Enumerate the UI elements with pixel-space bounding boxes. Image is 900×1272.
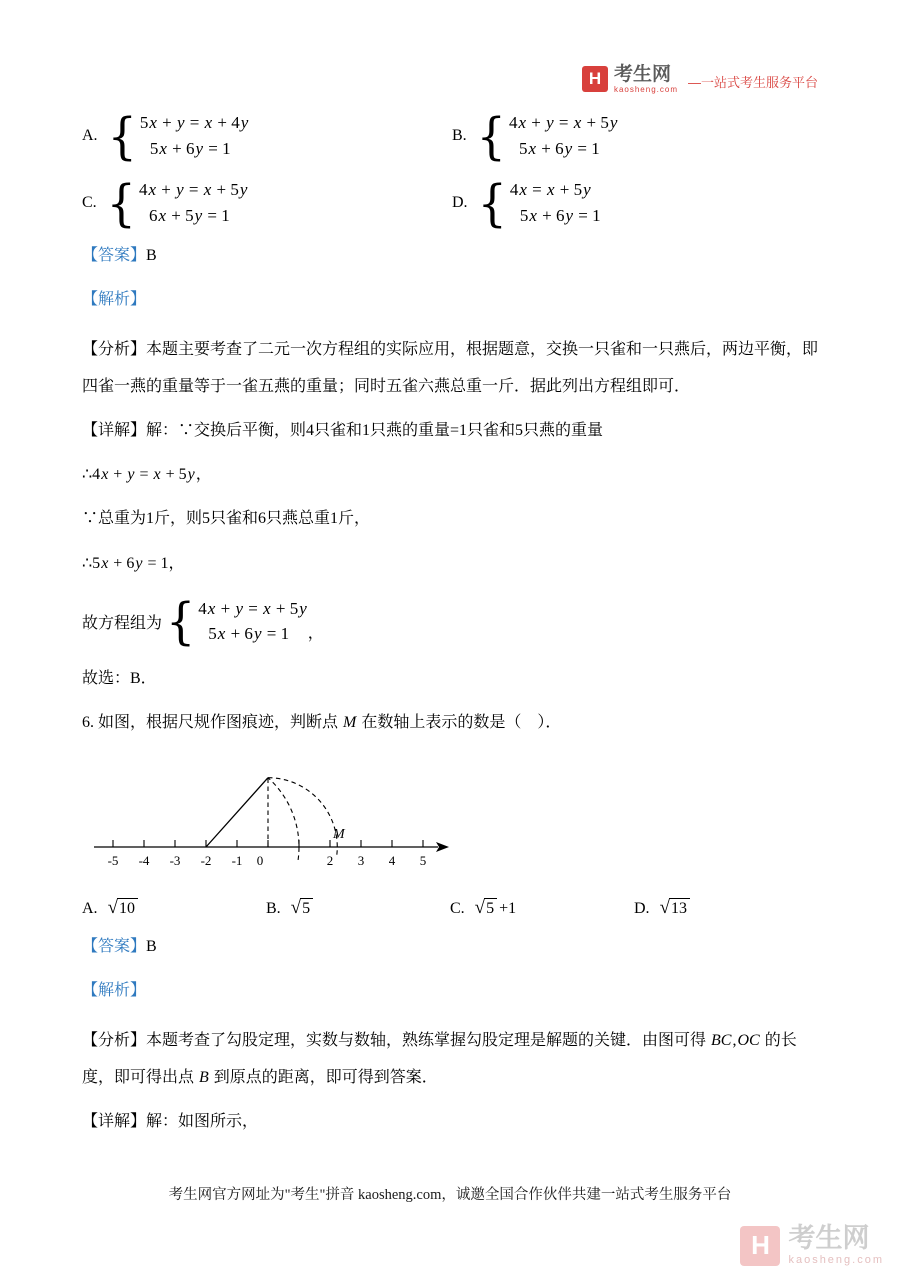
- point-m-label: M: [333, 827, 345, 843]
- tick-label: -2: [200, 853, 212, 869]
- q5-options-row-2: [82, 173, 818, 232]
- option-label: D.: [634, 900, 650, 918]
- tick-label: -5: [107, 853, 119, 869]
- watermark-name: 考生网: [788, 1223, 870, 1253]
- footer-text: 考生网官方网址为"考生"拼音 kaosheng.com，诚邀全国合作伙伴共建一站式考生服务平台: [168, 1187, 732, 1203]
- option-label: B.: [452, 126, 467, 144]
- brace-glyph: {: [476, 106, 506, 165]
- tick-label: 5: [419, 853, 427, 869]
- equation-line: 5x + y = x + 4y: [139, 113, 249, 132]
- radicand: 10: [117, 898, 138, 918]
- radical-expression: [291, 898, 313, 919]
- radicand: 5: [300, 898, 313, 918]
- radical-expression: [108, 898, 138, 919]
- radical-expression: [475, 898, 497, 919]
- equation-line: 5x + 6y = 1: [208, 624, 290, 644]
- equation-line: 4x = x + 5y: [509, 180, 591, 199]
- q5-conclusion: 故选：B．: [82, 669, 157, 687]
- option-label: C.: [450, 900, 465, 918]
- equation-line: 5x + 6y = 1: [519, 205, 601, 225]
- radical-sign: √: [290, 897, 302, 919]
- q5-option-d: [452, 173, 601, 232]
- equation-line: 4x + y = x + 5y: [508, 113, 618, 132]
- q5-detail-4: ∴5x + 6y = 1，: [82, 554, 185, 572]
- q6-jiexi-line: [82, 979, 818, 1002]
- q6-question: 6. 如图，根据尺规作图痕迹，判断点 M 在数轴上表示的数是（ ）．: [82, 713, 562, 731]
- option-label: C.: [82, 193, 97, 211]
- equation-system: [106, 173, 249, 232]
- logo-name: 考生网: [613, 64, 671, 85]
- q6-option-d: [634, 898, 692, 919]
- q6-diagram-wrap: [82, 755, 818, 884]
- q6-option-c: [450, 898, 634, 919]
- jiexi-label: 【解析】: [82, 291, 147, 309]
- option-label: B.: [266, 900, 281, 918]
- tick-label: 0: [256, 853, 264, 869]
- logo-tagline: —一站式考生服务平台: [687, 75, 818, 90]
- equation-line: 4x + y = x + 5y: [198, 598, 307, 618]
- tick-label: 4: [388, 853, 396, 869]
- system-suffix: ，: [307, 624, 324, 642]
- q6-number-line-diagram: [82, 755, 462, 879]
- q6-options-row: [82, 898, 818, 919]
- brace-glyph: {: [106, 173, 136, 232]
- header: [82, 56, 818, 94]
- equation-line: 5x + 6y = 1: [149, 138, 231, 158]
- q5-analysis: 【分析】本题主要考查了二元一次方程组的实际应用，根据题意，交换一只雀和一只燕后，两边平衡，即四雀一燕的重量等于一雀五燕的重量；同时五雀六燕总重一斤．据此列出方程组即可．: [82, 341, 819, 396]
- brace-glyph: {: [477, 173, 507, 232]
- brace-glyph: {: [166, 592, 196, 651]
- equation-line: 4x + y = x + 5y: [138, 180, 248, 199]
- q5-option-c: [82, 173, 452, 232]
- q5-detail-3: ∵总重为1斤，则5只雀和6只燕总重1斤，: [82, 510, 371, 528]
- radical-sign: √: [107, 897, 118, 919]
- logo-text-stack: [614, 65, 678, 94]
- kaosheng-logo: [582, 65, 818, 94]
- tick-label: 2: [326, 853, 334, 869]
- construction-line: [206, 778, 268, 847]
- equation-line: 5x + 6y = 1: [518, 138, 600, 158]
- expression-suffix: +1: [499, 900, 517, 918]
- jiexi-label: 【解析】: [82, 982, 147, 1000]
- equation-system: [477, 173, 601, 232]
- tick-label: -1: [231, 853, 243, 869]
- option-label: D.: [452, 193, 468, 211]
- brace-glyph: {: [107, 106, 137, 165]
- q5-final-system: [82, 592, 818, 651]
- watermark-domain: kaosheng.com: [788, 1254, 884, 1266]
- equation-system: [166, 592, 308, 651]
- kaosheng-watermark: [740, 1225, 884, 1266]
- q5-answer-line: [82, 244, 818, 267]
- equation-system: [107, 106, 250, 165]
- watermark-logo-icon: H: [740, 1226, 780, 1266]
- answer-value: B: [146, 937, 157, 955]
- tick-label: -4: [138, 853, 150, 869]
- radicand: 5: [484, 898, 497, 918]
- equation-system: [476, 106, 619, 165]
- tick-label: 3: [357, 853, 365, 869]
- option-label: A.: [82, 900, 98, 918]
- q5-options-row-1: [82, 106, 818, 165]
- radicand: 13: [669, 898, 690, 918]
- q6-answer-line: [82, 935, 818, 958]
- kaosheng-logo-icon: H: [582, 66, 608, 92]
- q5-option-a: [82, 106, 452, 165]
- equation-line: 6x + 5y = 1: [148, 205, 230, 225]
- radical-sign: √: [474, 897, 486, 919]
- answer-value: B: [146, 247, 157, 264]
- answer-label: 【答案】: [82, 937, 147, 955]
- radical-sign: √: [659, 897, 670, 919]
- tick-label: -3: [169, 853, 181, 869]
- q6-option-a: [82, 898, 266, 919]
- q6-option-b: [266, 898, 450, 919]
- answer-label: 【答案】: [82, 247, 147, 264]
- q5-detail-1: 【详解】解：∵交换后平衡，则4只雀和1只燕的重量=1只雀和5只燕的重量: [82, 421, 604, 439]
- radical-expression: [660, 898, 690, 919]
- q5-option-b: [452, 106, 618, 165]
- logo-domain: kaosheng.com: [613, 85, 678, 94]
- system-prefix: 故方程组为: [82, 614, 163, 632]
- option-label: A.: [82, 126, 98, 144]
- compass-arc-large: [268, 778, 337, 857]
- q6-detail-1: 【详解】解：如图所示，: [82, 1112, 259, 1130]
- q5-detail-2: ∴4x + y = x + 5y，: [82, 466, 212, 484]
- q6-analysis: 【分析】本题考查了勾股定理，实数与数轴，熟练掌握勾股定理是解题的关键．由图可得 BC,OC 的长度，即可得出点 B 到原点的距离，即可得到答案．: [82, 1032, 797, 1087]
- q5-jiexi-line: [82, 288, 818, 311]
